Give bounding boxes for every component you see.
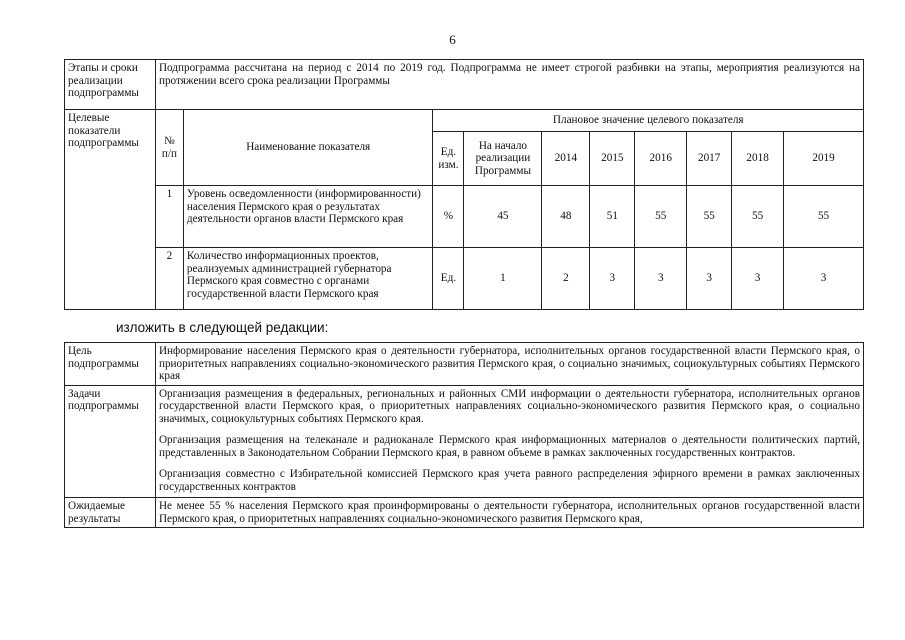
header-unit: Ед. изм. [433, 132, 464, 186]
row-name: Количество информационных проектов, реализуемых администрацией губернатора Пермского края совместно с органами государственной власти Пермского края [183, 248, 433, 310]
results-label: Ожидаемые результаты [65, 498, 156, 528]
header-year: 2017 [687, 132, 732, 186]
header-planned: Плановое значение целевого показателя [433, 110, 864, 132]
header-year: 2015 [590, 132, 635, 186]
row-unit: % [433, 186, 464, 248]
subprogram-table [64, 342, 864, 528]
transition-text: изложить в следующей редакции: [116, 320, 329, 335]
header-start: На начало реализации Программы [464, 132, 542, 186]
goal-label: Цель подпрограммы [65, 343, 156, 386]
row-value: 3 [687, 248, 732, 310]
row-value: 55 [635, 186, 687, 248]
row-unit: Ед. [433, 248, 464, 310]
row-name: Уровень осведомленности (информированности) населения Пермского края о результатах деятельности органов власти Пермского края [183, 186, 433, 248]
row-value: 3 [732, 248, 784, 310]
stages-label: Этапы и сроки реализации подпрограммы [65, 60, 156, 110]
tasks-cell [155, 385, 863, 498]
row-value: 55 [732, 186, 784, 248]
table-row [65, 186, 864, 248]
row-num: 1 [155, 186, 183, 248]
header-name: Наименование показателя [183, 110, 433, 186]
targets-table [64, 59, 864, 310]
targets-label: Целевые показатели подпрограммы [65, 110, 156, 310]
results-text: Не менее 55 % населения Пермского края проинформированы о деятельности губернатора, исполнительных органов государственной власти Пермского края, о приоритетных направлениях социально-экономического развития Пермского края, [155, 498, 863, 528]
row-value: 2 [542, 248, 590, 310]
row-num: 2 [155, 248, 183, 310]
row-value: 51 [590, 186, 635, 248]
row-value: 3 [784, 248, 864, 310]
row-value: 48 [542, 186, 590, 248]
row-start: 45 [464, 186, 542, 248]
stages-text: Подпрограмма рассчитана на период с 2014 по 2019 год. Подпрограмма не имеет строгой разбивки на этапы, мероприятия реализуются на протяжении всего срока реализации Программы [155, 60, 863, 110]
header-year: 2016 [635, 132, 687, 186]
row-value: 55 [784, 186, 864, 248]
row-start: 1 [464, 248, 542, 310]
header-num: № п/п [155, 110, 183, 186]
task-paragraph: Организация размещения на телеканале и радиоканале Пермского края информационных материалов о деятельности политических партий, представленных в Законодательном Собрании Пермского края, в равном объеме в рамках заключенных государственных контрактов. [158, 434, 860, 459]
tasks-label: Задачи подпрограммы [65, 385, 156, 498]
row-value: 3 [635, 248, 687, 310]
task-paragraph: Организация совместно с Избирательной комиссией Пермского края учета равного распределения эфирного времени в рамках заключенных государственных контрактов [158, 468, 860, 493]
header-year: 2019 [784, 132, 864, 186]
page-number: 6 [449, 32, 456, 47]
row-value: 55 [687, 186, 732, 248]
goal-text: Информирование населения Пермского края о деятельности губернатора, исполнительных органов государственной власти Пермского края, о приоритетных направлениях социально-экономического развития Пермского края, о социально значимых, социокультурных событиях Пермского края [155, 343, 863, 386]
task-paragraph: Организация размещения в федеральных, региональных и районных СМИ информации о деятельности губернатора, исполнительных органов государственной власти Пермского края, о приоритетных направлениях социально-экономического развития Пермского края, о социально значимых, социокультурных событиях Пермского края. [158, 387, 860, 425]
table-row [65, 248, 864, 310]
row-value: 3 [590, 248, 635, 310]
header-year: 2018 [732, 132, 784, 186]
header-year: 2014 [542, 132, 590, 186]
